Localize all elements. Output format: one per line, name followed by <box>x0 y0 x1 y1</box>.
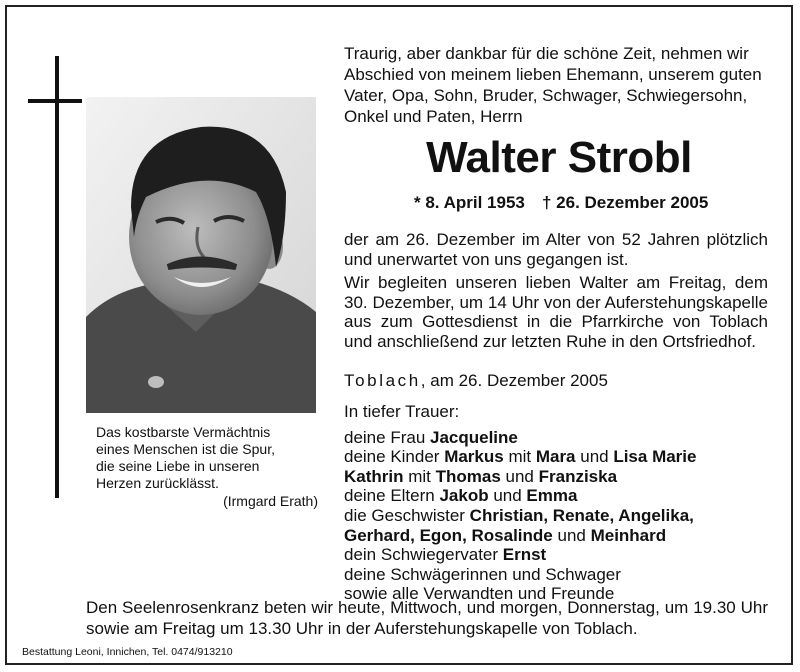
mourner-name: Jacqueline <box>430 427 518 447</box>
mourner-name: Jakob <box>439 486 489 506</box>
date: , am 26. Dezember 2005 <box>420 371 608 390</box>
deceased-name: Walter Strobl <box>426 133 692 182</box>
rosary-notice: Den Seelenrosenkranz beten wir heute, Mittwoch, und morgen, Donnerstag, um 19.30 Uhr sowie am Freitag um 13.30 Uhr in der Auferstehungskapelle von Toblach. <box>86 598 768 638</box>
connector: und <box>500 466 539 486</box>
mourner-name: Thomas <box>435 466 501 486</box>
mourner-in-laws: deine Schwägerinnen und Schwager <box>344 564 621 584</box>
label: deine Kinder <box>344 447 445 467</box>
mourner-siblings-cont <box>344 526 774 546</box>
funeral-home-credit: Bestattung Leoni, Innichen, Tel. 0474/913210 <box>22 646 233 658</box>
intro-line: Onkel und Paten, Herrn <box>344 107 523 126</box>
label: deine Frau <box>344 427 430 447</box>
mourner-wife <box>344 428 774 448</box>
quote-line: Herzen zurücklässt. <box>96 475 219 491</box>
quote-line: die seine Liebe in unseren <box>96 458 260 474</box>
intro-line: Vater, Opa, Sohn, Bruder, Schwager, Schwiegersohn, <box>344 86 748 105</box>
quote-author: (Irmgard Erath) <box>223 493 318 509</box>
quote-line: Das kostbarste Vermächtnis <box>96 424 271 440</box>
label: die Geschwister <box>344 505 470 525</box>
mourner-parents <box>344 486 774 506</box>
announcement-text <box>344 230 768 355</box>
mourner-name: Markus <box>444 447 504 467</box>
birth-date: * 8. April 1953 <box>414 193 525 212</box>
mourners-list <box>344 402 774 604</box>
mourner-name: Meinhard <box>590 525 667 545</box>
memorial-quote <box>96 424 326 510</box>
label: deine Eltern <box>344 486 440 506</box>
mourner-name: Emma <box>526 486 578 506</box>
mourner-children <box>344 447 774 467</box>
mourner-name: Franziska <box>538 466 618 486</box>
connector: mit <box>503 447 536 467</box>
connector: mit <box>403 466 436 486</box>
cross-icon <box>55 56 59 498</box>
place-and-date <box>344 371 768 391</box>
intro-line: Abschied von meinem lieben Ehemann, unserem guten <box>344 65 762 84</box>
quote-line: eines Menschen ist die Spur, <box>96 441 275 457</box>
mourner-name: Lisa Marie <box>613 447 697 467</box>
connector: und <box>488 486 527 506</box>
mourner-name: Gerhard, Egon, Rosalinde <box>344 525 553 545</box>
mourner-name: Christian, Renate, Angelika, <box>469 505 694 525</box>
announcement-paragraph: Wir begleiten unseren lieben Walter am Freitag, dem 30. Dezember, um 14 Uhr von der Auferstehungskapelle aus zum Gottesdienst in die Pfarrkirche von Toblach und anschließend zur letzten Ruhe in den Ortsfriedhof. <box>344 273 768 351</box>
mourner-siblings <box>344 506 774 526</box>
mourner-relatives: sowie alle Verwandten und Freunde <box>344 584 615 604</box>
intro-text <box>344 43 774 127</box>
connector: und <box>552 525 591 545</box>
mourner-name: Kathrin <box>344 466 404 486</box>
announcement-paragraph: der am 26. Dezember im Alter von 52 Jahren plötzlich und unerwartet von uns gegangen ist. <box>344 230 768 269</box>
label: dein Schwiegervater <box>344 545 503 565</box>
intro-line: Traurig, aber dankbar für die schöne Zeit, nehmen wir <box>344 44 749 63</box>
mourner-father-in-law <box>344 545 774 565</box>
mourner-name: Mara <box>535 447 576 467</box>
connector: und <box>575 447 614 467</box>
mourner-name: Ernst <box>502 545 547 565</box>
mourner-children-cont <box>344 467 774 487</box>
cross-icon-bar <box>28 99 82 103</box>
portrait-photo <box>86 97 316 413</box>
death-date: † 26. Dezember 2005 <box>542 193 709 212</box>
mourners-heading: In tiefer Trauer: <box>344 402 460 421</box>
place: Toblach <box>344 371 421 390</box>
